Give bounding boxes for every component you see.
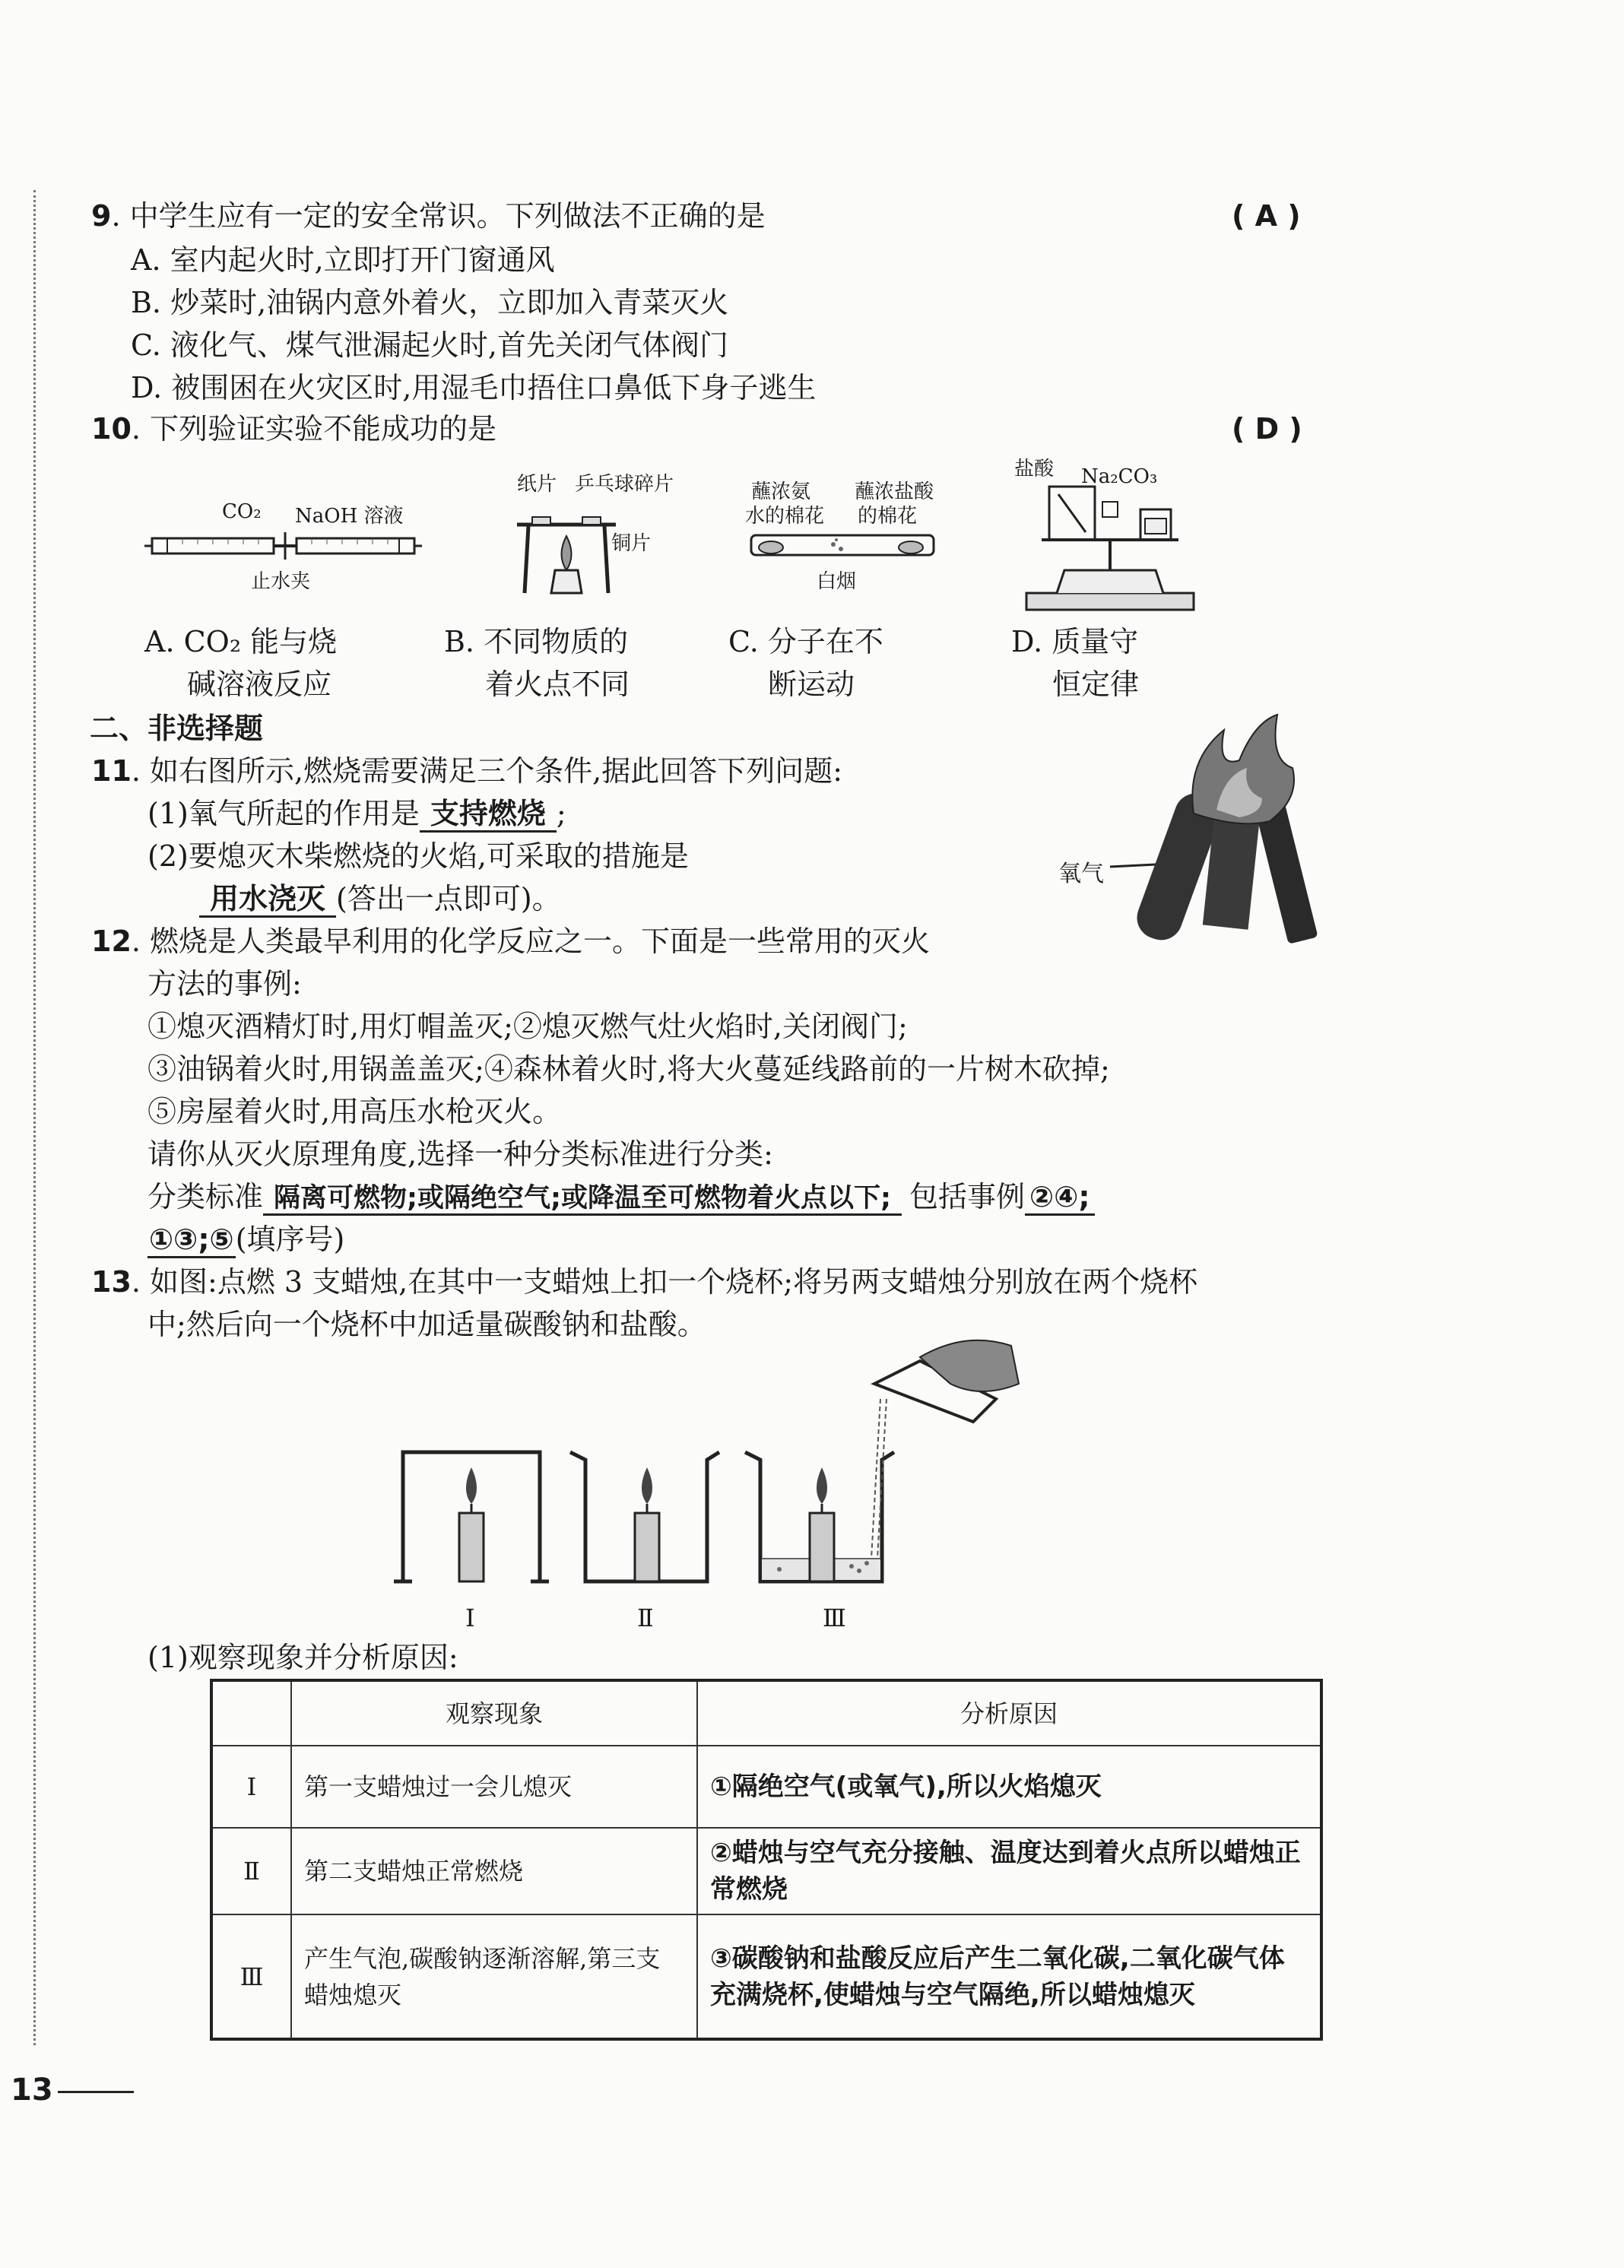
fig-b-copper-label: 铜片 [611, 532, 652, 555]
q11-part2: (2)要熄灭木柴燃烧的火焰,可采取的措施是 [147, 839, 689, 873]
oxygen-label: 氧气 [1058, 861, 1104, 887]
label-beaker-1: Ⅰ [465, 1603, 475, 1632]
q10-option-d-line2: 恒定律 [1052, 668, 1140, 701]
fig-d-balance-diagram [1011, 479, 1209, 616]
fig-b-tripod-diagram [509, 494, 631, 601]
q13-text: . 如图:点燃 3 支蜡烛,在其中一支蜡烛上扣一个烧杯;将另两支蜡烛分别放在两个烧杯 [131, 1265, 1198, 1299]
q13-stem [91, 1261, 1197, 1303]
label-beaker-3: Ⅲ [823, 1603, 846, 1632]
q11-part1-answer: 支持燃烧 [420, 797, 557, 833]
q11-part2-hint: (答出一点即可)。 [336, 882, 561, 915]
q12-example-1: ①熄灭酒精灯时,用灯帽盖灭;②熄灭燃气灶火焰时,关闭阀门; [147, 1010, 908, 1043]
q12-number: 12 [91, 925, 132, 958]
fig-d-acid-label: 盐酸 [1014, 458, 1055, 481]
label-beaker-2: Ⅱ [637, 1603, 654, 1632]
q11-number: 11 [91, 754, 132, 788]
fig-d-na2co3-label: Na₂CO₃ [1081, 465, 1158, 488]
q12-stem-2: 方法的事例: [147, 967, 302, 1001]
q10-option-a-line1: A. CO₂ 能与烧 [144, 625, 338, 658]
q12-include-label: 包括事例 [909, 1180, 1026, 1213]
q10-option-b-line2: 着火点不同 [485, 668, 630, 701]
fig-c-smoke-label: 白烟 [817, 570, 857, 593]
q12-example-3: ⑤房屋着火时,用高压水枪灭火。 [147, 1095, 562, 1128]
q12-fill-hint: (填序号) [235, 1223, 345, 1256]
fig-a-clamp-label: 止水夹 [251, 570, 311, 593]
table-row-observation: 第二支蜡烛正常燃烧 [291, 1828, 697, 1914]
section-2-heading: 二、非选择题 [90, 712, 264, 745]
q9-option-a: A. 室内起火时,立即打开门窗通风 [131, 243, 555, 277]
q11-stem [91, 750, 842, 792]
q11-part2-answer-line [199, 877, 561, 920]
table-row-observation: 第一支蜡烛过一会儿熄灭 [291, 1746, 697, 1828]
q11-text: . 如右图所示,燃烧需要满足三个条件,据此回答下列问题: [131, 754, 843, 788]
q9-stem [91, 195, 766, 237]
q9-option-b: B. 炒菜时,油锅内意外着火，立即加入青菜灭火 [131, 286, 729, 319]
q12-include-answer-2: ①③;⑤ [147, 1223, 236, 1258]
q10-option-b-line1: B. 不同物质的 [444, 625, 629, 658]
fig-b-pingpong-label: 乒乓球碎片 [575, 473, 674, 496]
q12-text: . 燃烧是人类最早利用的化学反应之一。下面是一些常用的灭火 [131, 925, 931, 958]
q10-option-a-line2: 碱溶液反应 [187, 668, 332, 701]
candle-beakers-diagram [388, 1353, 1019, 1642]
table-row [211, 1828, 1321, 1914]
fig-c-ammonia-label-2: 水的棉花 [745, 505, 825, 528]
q12-standard-answer: 隔离可燃物;或隔绝空气;或降温至可燃物着火点以下; [263, 1183, 902, 1216]
q12-include-line-2 [147, 1218, 344, 1261]
page-number: 13 [11, 2073, 53, 2108]
q9-option-d: D. 被围困在火灾区时,用湿毛巾捂住口鼻低下身子逃生 [131, 371, 817, 404]
fig-c-ammonia-label-1: 蘸浓氨 [751, 481, 811, 503]
fire-triangle-illustration [1110, 715, 1338, 958]
q9-text: . 中学生应有一定的安全常识。下列做法不正确的是 [111, 199, 766, 233]
q12-stem [91, 920, 930, 963]
table-header-reason: 分析原因 [697, 1680, 1321, 1746]
q12-example-2: ③油锅着火时,用锅盖盖灭;④森林着火时,将大火蔓延线路前的一片树木砍掉; [147, 1052, 1110, 1086]
table-row-reason: ①隔绝空气(或氧气),所以火焰熄灭 [697, 1746, 1321, 1828]
fig-c-hcl-label-2: 的棉花 [858, 505, 918, 528]
table-row-reason: ③碳酸钠和盐酸反应后产生二氧化碳,二氧化碳气体充满烧杯,使蜡烛与空气隔绝,所以蜡烛熄灭 [697, 1914, 1321, 2039]
q10-number: 10 [91, 412, 132, 446]
fig-c-hcl-label-1: 蘸浓盐酸 [855, 481, 934, 503]
table-row-observation: 产生气泡,碳酸钠逐渐溶解,第三支蜡烛熄灭 [291, 1914, 697, 2039]
page-number-rule [58, 2091, 134, 2093]
q10-text: . 下列验证实验不能成功的是 [131, 412, 497, 446]
fig-c-tube-diagram [748, 528, 938, 566]
q11-part2-answer: 用水浇灭 [199, 882, 336, 918]
fig-b-paper-label: 纸片 [517, 473, 557, 496]
q11-part1-text: (1)氧气所起的作用是 [147, 797, 420, 830]
fig-a-naoh-label: NaOH 溶液 [295, 505, 404, 528]
q10-option-c-line1: C. 分子在不 [728, 625, 883, 658]
table-header-observation: 观察现象 [291, 1680, 697, 1746]
q11-part1-end: ; [556, 797, 566, 830]
q10-option-d-line1: D. 质量守 [1011, 625, 1139, 658]
table-header-cell-0 [211, 1680, 291, 1746]
table-row-reason: ②蜡烛与空气充分接触、温度达到着火点所以蜡烛正常燃烧 [697, 1828, 1321, 1914]
q12-instruction: 请你从灭火原理角度,选择一种分类标准进行分类: [147, 1137, 773, 1171]
fig-a-co2-label: CO₂ [222, 500, 262, 523]
table-row-id: Ⅱ [211, 1828, 291, 1914]
q10-stem [91, 408, 496, 450]
observation-table [210, 1679, 1323, 2041]
q13-number: 13 [91, 1265, 132, 1299]
q9-number: 9 [91, 199, 112, 233]
q13-stem-2: 中;然后向一个烧杯中加适量碳酸钠和盐酸。 [147, 1308, 706, 1341]
table-row [211, 1914, 1321, 2039]
q12-classification [147, 1175, 1095, 1220]
q13-sub1: (1)观察现象并分析原因: [147, 1641, 458, 1674]
q12-standard-label: 分类标准 [147, 1180, 264, 1213]
q9-answer: ( A ) [1232, 199, 1301, 233]
q10-option-c-line2: 断运动 [768, 668, 855, 701]
table-row [211, 1746, 1321, 1828]
margin-dotted-line [33, 190, 36, 2045]
q11-part1 [147, 792, 566, 835]
q10-answer: ( D ) [1232, 412, 1302, 446]
q9-option-c: C. 液化气、煤气泄漏起火时,首先关闭气体阀门 [131, 328, 728, 362]
fig-a-syringe-diagram [144, 525, 426, 570]
q12-include-answer-1: ②④; [1025, 1180, 1095, 1216]
table-row-id: Ⅲ [211, 1914, 291, 2039]
table-row-id: Ⅰ [211, 1746, 291, 1828]
table-header-row [211, 1680, 1321, 1746]
